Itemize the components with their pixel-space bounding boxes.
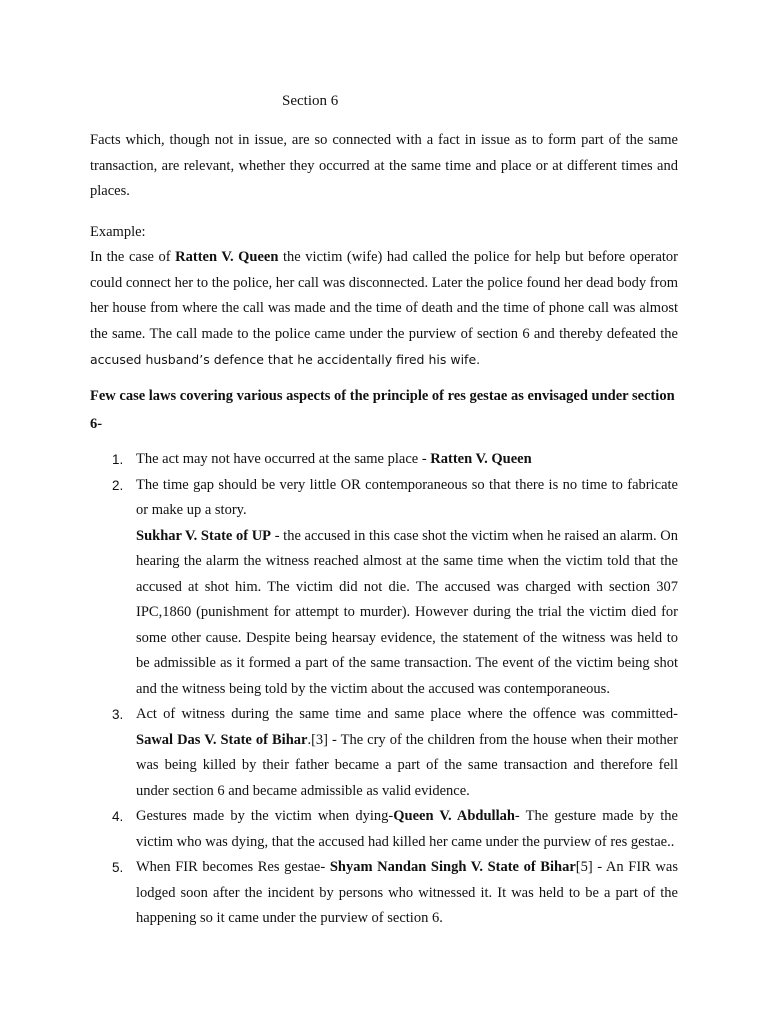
example-body: the victim (wife) had called the police for help but before operator could connect her to the police, her call was disconnected. Later the police found her dead body from her house from where the call was made and the time of death and the time of phone call was almost the same. The call made to the police came under the purview of section 6 and thereby defeated the	[90, 249, 678, 342]
list-item-text: Act of witness during the same time and same place where the offence was committed-	[136, 706, 678, 722]
list-item-detail: [5] - An FIR was lodged soon after the incident by persons who witnessed it. It was held to be a part of the happening so it came under the purview of section 6.	[136, 859, 678, 926]
list-item-case: Ratten V. Queen	[430, 451, 532, 467]
list-item-detail: .[3] - The cry of the children from the house when their mother was being killed by their father became a part of the same transaction and therefore fell under section 6 and became admissible as valid evidence.	[136, 731, 678, 799]
list-item-number: 2.	[112, 477, 124, 493]
definition-paragraph: Facts which, though not in issue, are so connected with a fact in issue as to form part of the same transaction, are relevant, whether they occurred at the same time and place or at different times and places.	[90, 132, 678, 199]
example-tail: accused husband’s defence that he accidentally fired his wife.	[90, 352, 481, 367]
list-item-text: Gestures made by the victim when dying-	[136, 808, 394, 824]
list-item-case: Queen V. Abdullah	[393, 808, 515, 824]
example-intro: In the case of	[90, 249, 176, 265]
list-item-case: Sukhar V. State of UP	[136, 527, 272, 544]
list-item	[90, 702, 678, 804]
example-paragraph	[90, 245, 678, 374]
list-item-number: 1.	[112, 452, 124, 467]
list-item-case: Shyam Nandan Singh V. State of Bihar	[329, 859, 576, 875]
example-case-name: Ratten V. Queen	[175, 249, 279, 265]
list-item	[90, 473, 678, 703]
list-item	[90, 855, 678, 932]
list-item-number: 4.	[112, 809, 124, 824]
case-laws-heading: Few case laws covering various aspects of the principle of res gestae as envisaged under section 6-	[90, 388, 675, 432]
example-label: Example:	[90, 224, 146, 240]
list-item-detail: - the accused in this case shot the victim when he raised an alarm. On hearing the alarm the witness reached almost at the same time when the victim told that the accused at shot him. The victim did not die. The accused was charged with section 307 IPC,1860 (punishment for attempt to murder). However during the trial the victim died for some other cause. Despite being hearsay evidence, the statement of the witness was held to be admissible as it formed a part of the same transaction. The event of the victim being shot and the witness being told by the victim about the accused was contemporaneous.	[136, 527, 678, 697]
list-item	[90, 447, 678, 473]
list-item-text: The act may not have occurred at the same place -	[136, 451, 431, 467]
list-item-text: The time gap should be very little OR contemporaneous so that there is no time to fabricate or make up a story.	[136, 476, 678, 518]
list-item-detail: - The gesture made by the victim who was dying, that the accused had killed her came under the purview of res gestae..	[136, 808, 678, 850]
section-heading: Section 6	[282, 93, 339, 109]
list-item-number: 5.	[112, 860, 124, 875]
list-item-number: 3.	[112, 707, 124, 722]
list-item-case: Sawal Das V. State of Bihar	[136, 731, 308, 748]
list-item	[90, 804, 678, 855]
case-law-list	[90, 447, 678, 932]
list-item-text: When FIR becomes Res gestae-	[136, 859, 330, 875]
